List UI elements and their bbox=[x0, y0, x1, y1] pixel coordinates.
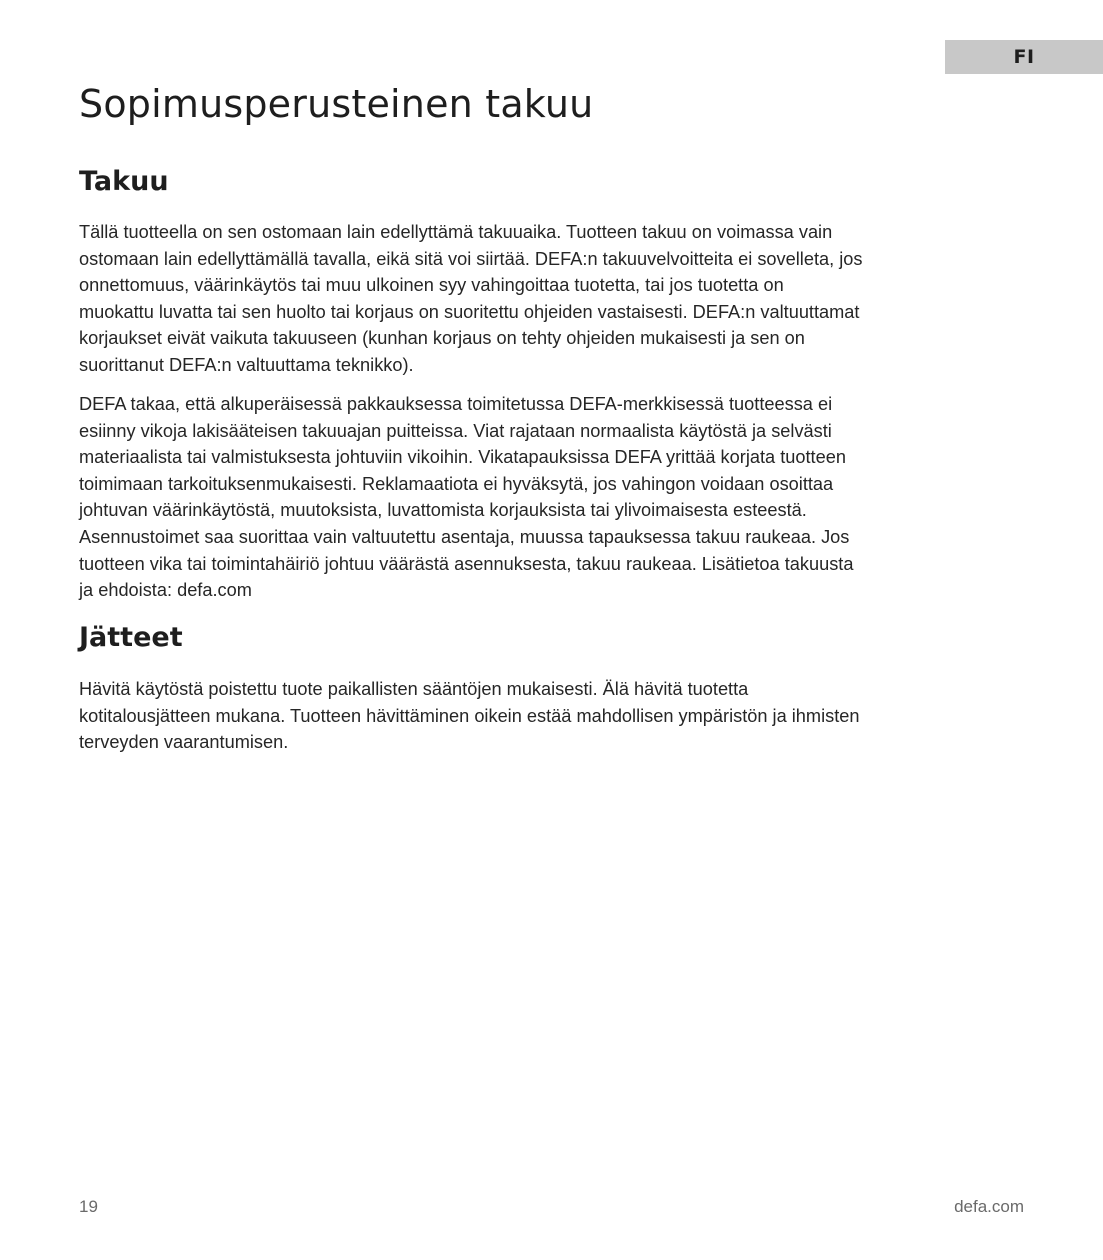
text-line: esiinny vikoja lakisääteisen takuuajan puitteissa. Viat rajataan normaalista käytöstä ja selvästi bbox=[79, 420, 832, 441]
text-line: toimimaan tarkoituksenmukaisesti. Reklamaatiota ei hyväksytä, jos vahingon voidaan osoittaa bbox=[79, 473, 834, 494]
text-line: kotitalousjätteen mukana. Tuotteen hävittäminen oikein estää mahdollisen ympäristön ja ihmisten bbox=[79, 705, 860, 726]
text-line: johtuvan väärinkäytöstä, muutoksista, luvattomista korjauksista tai ylivoimaisesta esteestä. bbox=[79, 500, 807, 521]
text-line: Asennustoimet saa suorittaa vain valtuutettu asentaja, muussa tapauksessa takuu raukeaa. Jos bbox=[79, 526, 850, 547]
paragraph-warranty-terms bbox=[79, 219, 1039, 379]
text-line: suorittanut DEFA:n valtuuttama teknikko). bbox=[79, 354, 414, 375]
text-line: onnettomuus, väärinkäytös tai muu ulkoinen syy vahingoittaa tuotetta, tai jos tuotetta on bbox=[79, 275, 784, 296]
text-line: DEFA takaa, että alkuperäisessä pakkauksessa toimitetussa DEFA-merkkisessä tuotteessa ei bbox=[79, 394, 833, 414]
page-number: 19 bbox=[79, 1197, 98, 1216]
text-line: Tällä tuotteella on sen ostomaan lain edellyttämä takuuaika. Tuotteen takuu on voimassa vain bbox=[79, 222, 833, 242]
text-line: terveyden vaarantumisen. bbox=[79, 732, 289, 753]
text-line: Hävitä käytöstä poistettu tuote paikallisten sääntöjen mukaisesti. Älä hävitä tuotetta bbox=[79, 679, 749, 699]
language-code: FI bbox=[1013, 46, 1035, 68]
text-line: tuotteen vika tai toimintahäiriö johtuu väärästä asennuksesta, takuu raukeaa. Lisätietoa takuusta bbox=[79, 553, 854, 574]
footer-website: defa.com bbox=[954, 1197, 1024, 1216]
section-heading-jatteet: Jätteet bbox=[79, 622, 183, 653]
text-line: ostomaan lain edellyttämällä tavalla, eikä sitä voi siirtää. DEFA:n takuuvelvoitteita ei sovelleta, jos bbox=[79, 248, 863, 269]
paragraph-disposal bbox=[79, 676, 1039, 756]
language-tab bbox=[945, 40, 1103, 74]
paragraph-defa-guarantee bbox=[79, 391, 1039, 604]
text-line: muokattu luvatta tai sen huolto tai korjaus on suoritettu ohjeiden vastaisesti. DEFA:n valtuuttamat bbox=[79, 301, 860, 322]
text-line: korjaukset eivät vaikuta takuuseen (kunhan korjaus on tehty ohjeiden mukaisesti ja sen on bbox=[79, 328, 805, 349]
page-title: Sopimusperusteinen takuu bbox=[79, 82, 594, 126]
section-heading-takuu: Takuu bbox=[79, 166, 169, 197]
text-line: materiaalista tai valmistuksesta johtuviin vikoihin. Vikatapauksissa DEFA yrittää korjata tuotteen bbox=[79, 447, 846, 468]
text-line: ja ehdoista: defa.com bbox=[79, 580, 252, 601]
